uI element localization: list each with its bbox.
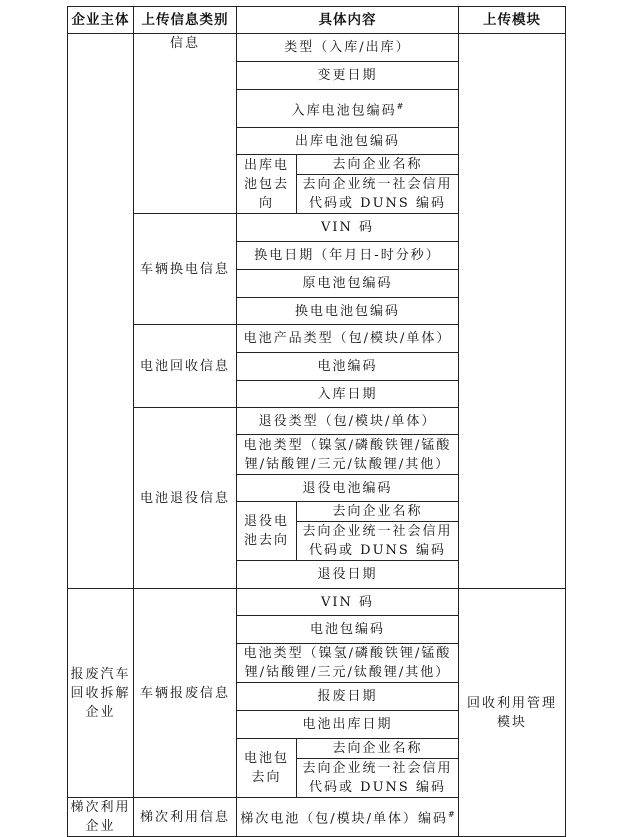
entity-cascade: 梯次利用企业 (68, 798, 134, 837)
scrap-dest-label: 电池包去向 (237, 739, 297, 798)
category-scrap: 车辆报废信息 (134, 589, 237, 798)
module-recycle: 回收利用管理模块 (459, 589, 566, 837)
content-scrap-battery-type: 电池类型（镍氢/磷酸铁锂/锰酸锂/钴酸锂/三元/钛酸锂/其他） (237, 644, 459, 683)
entity-cell-blank (68, 34, 134, 589)
content-pack-code: 电池包编码 (237, 616, 459, 644)
content-type: 类型（入库/出库） (237, 34, 459, 62)
dest-name: 去向企业名称 (297, 155, 459, 175)
dest-code: 去向企业统一社会信用代码或 DUNS 编码 (297, 175, 459, 214)
content-scrap-date: 报废日期 (237, 683, 459, 711)
content-change-date: 变更日期 (237, 62, 459, 90)
category-info: 信息 (134, 34, 237, 214)
content-in-pack-code: 入库电池包编码# (237, 90, 459, 128)
content-battery-code: 电池编码 (237, 353, 459, 381)
content-out-pack-code: 出库电池包编码 (237, 128, 459, 155)
entity-scrap: 报废汽车回收拆解企业 (68, 589, 134, 798)
content-battery-type: 电池类型（镍氢/磷酸铁锂/锰酸锂/钴酸锂/三元/钛酸锂/其他） (237, 435, 459, 475)
category-retire: 电池退役信息 (134, 408, 237, 589)
retire-dest-label: 退役电池去向 (237, 502, 297, 561)
content-swap-date: 换电日期（年月日-时分秒） (237, 242, 459, 270)
header-entity: 企业主体 (68, 7, 134, 34)
category-recycle: 电池回收信息 (134, 325, 237, 408)
content-retire-type: 退役类型（包/模块/单体） (237, 408, 459, 435)
category-swap: 车辆换电信息 (134, 214, 237, 325)
out-dest-label: 出库电池包去向 (237, 155, 297, 214)
retire-dest-name: 去向企业名称 (297, 502, 459, 522)
content-scrap-vin: VIN 码 (237, 589, 459, 616)
header-category: 上传信息类别 (134, 7, 237, 34)
scrap-dest-name: 去向企业名称 (297, 739, 459, 759)
content-in-date: 入库日期 (237, 381, 459, 408)
content-out-date: 电池出库日期 (237, 711, 459, 739)
header-module: 上传模块 (459, 7, 566, 34)
retire-dest-code: 去向企业统一社会信用代码或 DUNS 编码 (297, 522, 459, 561)
content-cascade-code: 梯次电池（包/模块/单体）编码# (237, 798, 459, 837)
content-vin: VIN 码 (237, 214, 459, 242)
scrap-dest-code: 去向企业统一社会信用代码或 DUNS 编码 (297, 759, 459, 798)
header-content: 具体内容 (237, 7, 459, 34)
upload-info-table (67, 6, 566, 837)
content-product-type: 电池产品类型（包/模块/单体） (237, 325, 459, 353)
content-retire-code: 退役电池编码 (237, 475, 459, 502)
header-row (68, 7, 566, 34)
category-cascade: 梯次利用信息 (134, 798, 237, 837)
module-cell-blank (459, 34, 566, 589)
content-orig-pack: 原电池包编码 (237, 270, 459, 298)
content-swap-pack: 换电电池包编码 (237, 298, 459, 325)
content-retire-date: 退役日期 (237, 561, 459, 589)
